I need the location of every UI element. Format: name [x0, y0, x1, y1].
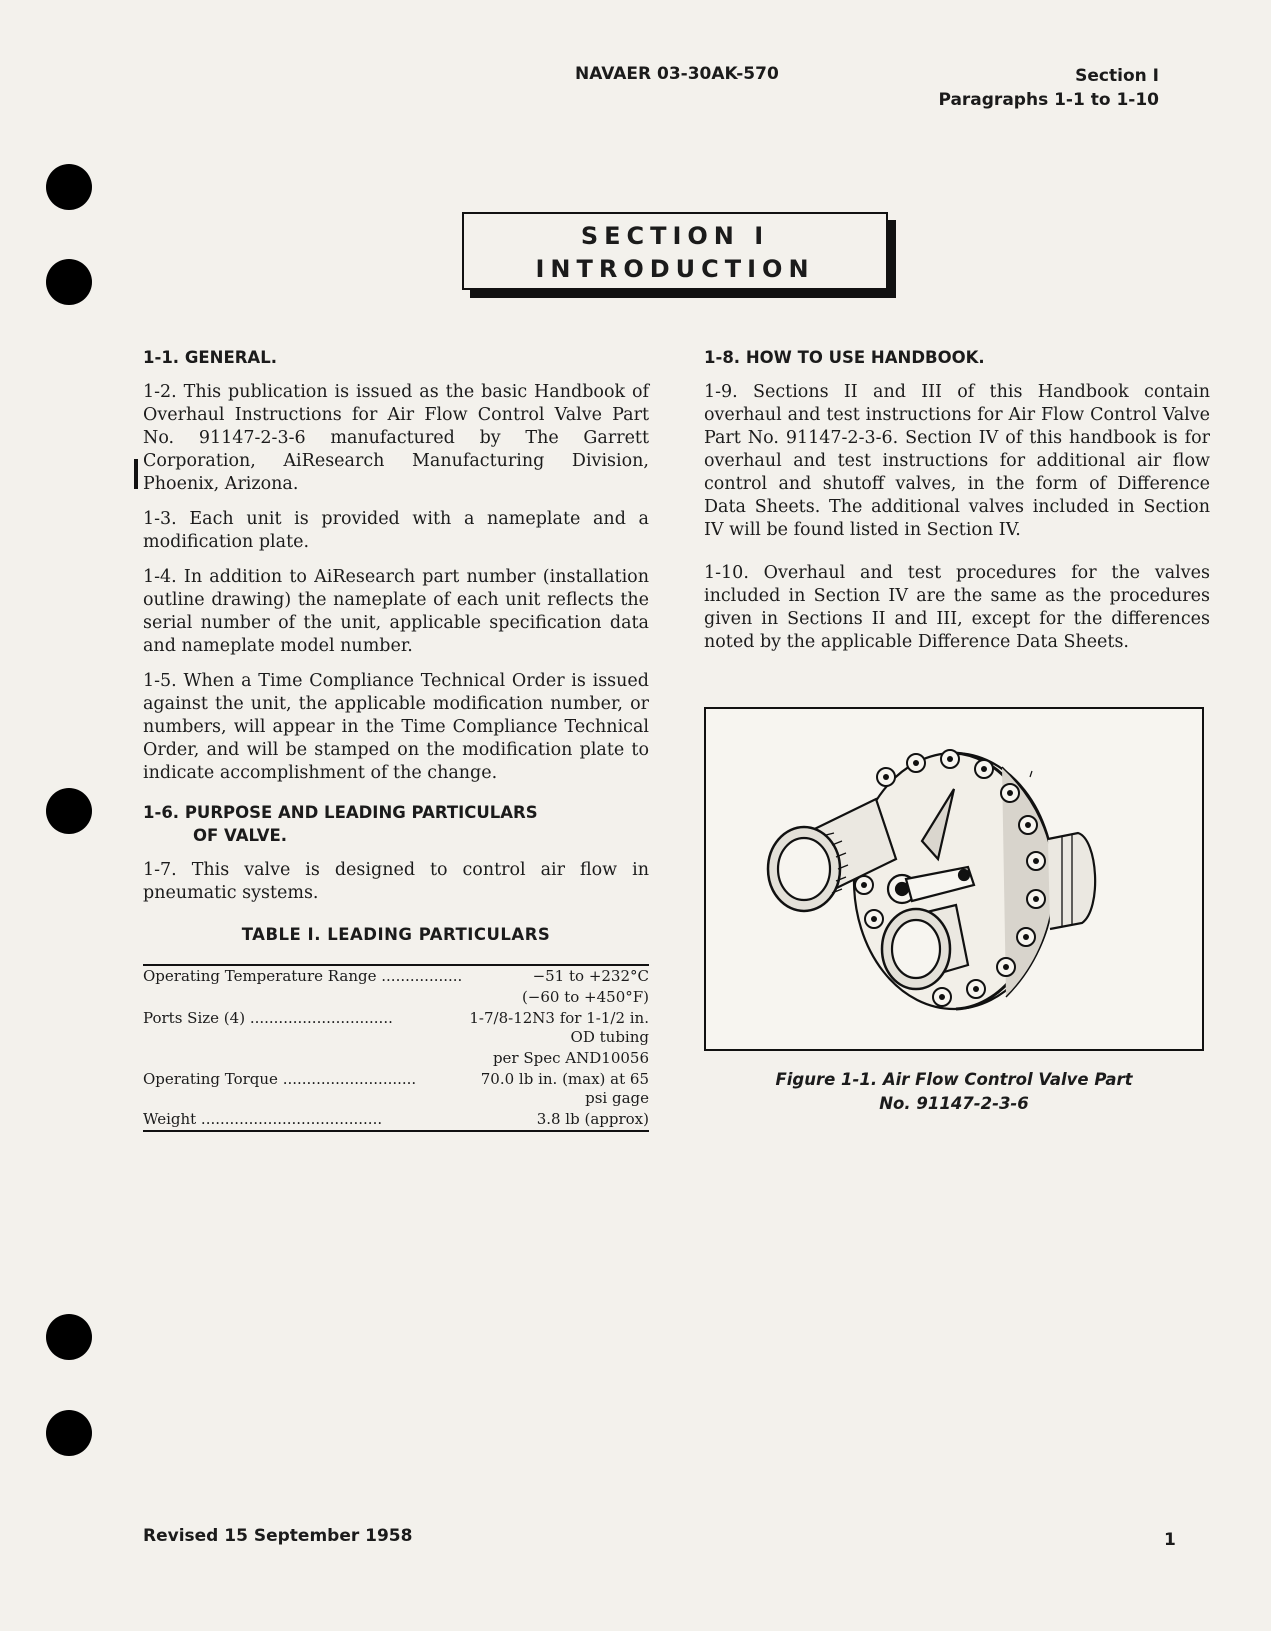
section-subtitle: INTRODUCTION [535, 255, 815, 283]
table-cell-label: Ports Size (4) .............................. [143, 1009, 393, 1027]
heading-how-to-use: 1-8. HOW TO USE HANDBOOK. [704, 348, 985, 367]
paragraph-1-2: 1-2. This publication is issued as the basic Handbook of Overhaul Instructions for Air Flow Control Valve Part No. 91147-2-3-6 manufactured by The Garrett Corporation, AiResearch Manufacturing Division, Phoenix, Arizona. [143, 382, 649, 494]
change-bar [134, 459, 138, 489]
paragraph-range: Paragraphs 1-1 to 1-10 [938, 90, 1159, 110]
section-title: SECTION I [580, 222, 770, 250]
valve-illustration [706, 709, 1202, 1049]
paragraph-1-5: 1-5. When a Time Compliance Technical Order is issued against the unit, the applicable modification number, or numbers, will appear in the Time Compliance Technical Order, and will be stamped on the modification plate to indicate accomplishment of the change. [143, 671, 649, 783]
paragraph-1-7: 1-7. This valve is designed to control air flow in pneumatic systems. [143, 860, 649, 903]
leading-particulars-table [143, 964, 649, 1132]
binder-hole-2 [46, 259, 92, 305]
binder-hole-5 [46, 1410, 92, 1456]
heading-general: 1-1. GENERAL. [143, 348, 277, 367]
table-cell-label: Weight ...................................... [143, 1110, 383, 1128]
table-row [143, 1109, 649, 1131]
right-column [704, 346, 1210, 666]
figure-caption [704, 1068, 1204, 1116]
figure-frame [704, 707, 1204, 1051]
paragraph-1-4: 1-4. In addition to AiResearch part number (installation outline drawing) the nameplate of each unit reflects the serial number of the unit, applicable specification data and nameplate model number. [143, 567, 649, 656]
revision-date: Revised 15 September 1958 [143, 1526, 413, 1546]
table-cell-label: Operating Temperature Range ................. [143, 967, 463, 985]
heading-purpose-line2: OF VALVE. [193, 826, 288, 845]
section-title-box [462, 212, 888, 290]
table-cell-value: 1-7/8-12N3 for 1-1/2 in. OD tubing [469, 1009, 649, 1046]
heading-purpose [143, 801, 649, 847]
page-number: 1 [1164, 1530, 1176, 1550]
table-cell-value: 3.8 lb (approx) [536, 1110, 649, 1128]
table-row [143, 987, 649, 1008]
figure-caption-line1: Figure 1-1. Air Flow Control Valve Part [775, 1070, 1133, 1089]
paragraph-1-9: 1-9. Sections II and III of this Handbook contain overhaul and test instructions for Air Flow Control Valve Part No. 91147-2-3-6. Section IV of this handbook is for overhaul and test instructions for additional air flow control and shutoff valves, in the form of Difference Data Sheets. The additional valves included in Section IV will be found listed in Section IV. [704, 382, 1210, 540]
table-cell-value: −51 to +232°C [532, 967, 649, 985]
paragraph-1-10: 1-10. Overhaul and test procedures for the valves included in Section IV are the same as the procedures given in Sections II and III, except for the differences noted by the applicable Difference Data Sheets. [704, 563, 1210, 652]
table-cell-value: 70.0 lb in. (max) at 65 psi gage [480, 1070, 649, 1107]
table-title: TABLE I. LEADING PARTICULARS [241, 925, 551, 944]
paragraph-1-3: 1-3. Each unit is provided with a nameplate and a modification plate. [143, 509, 649, 552]
table-cell-label: Operating Torque ............................ [143, 1070, 417, 1088]
table-row [143, 1048, 649, 1069]
figure-caption-line2: No. 91147-2-3-6 [879, 1094, 1029, 1113]
table-cell-label [143, 1048, 462, 1069]
table-cell-value: per Spec AND10056 [492, 1049, 649, 1067]
section-label: Section I [1075, 66, 1159, 86]
binder-hole-3 [46, 788, 92, 834]
table-row [143, 1069, 649, 1109]
table-cell-label [143, 987, 462, 1008]
document-number: NAVAER 03-30AK-570 [575, 64, 779, 84]
binder-hole-1 [46, 164, 92, 210]
binder-hole-4 [46, 1314, 92, 1360]
table-row [143, 965, 649, 987]
table-row [143, 1008, 649, 1048]
section-reference [938, 64, 1159, 112]
heading-purpose-line1: 1-6. PURPOSE AND LEADING PARTICULARS [143, 803, 538, 822]
left-column [143, 346, 649, 1132]
table-cell-value: (−60 to +450°F) [521, 988, 649, 1006]
